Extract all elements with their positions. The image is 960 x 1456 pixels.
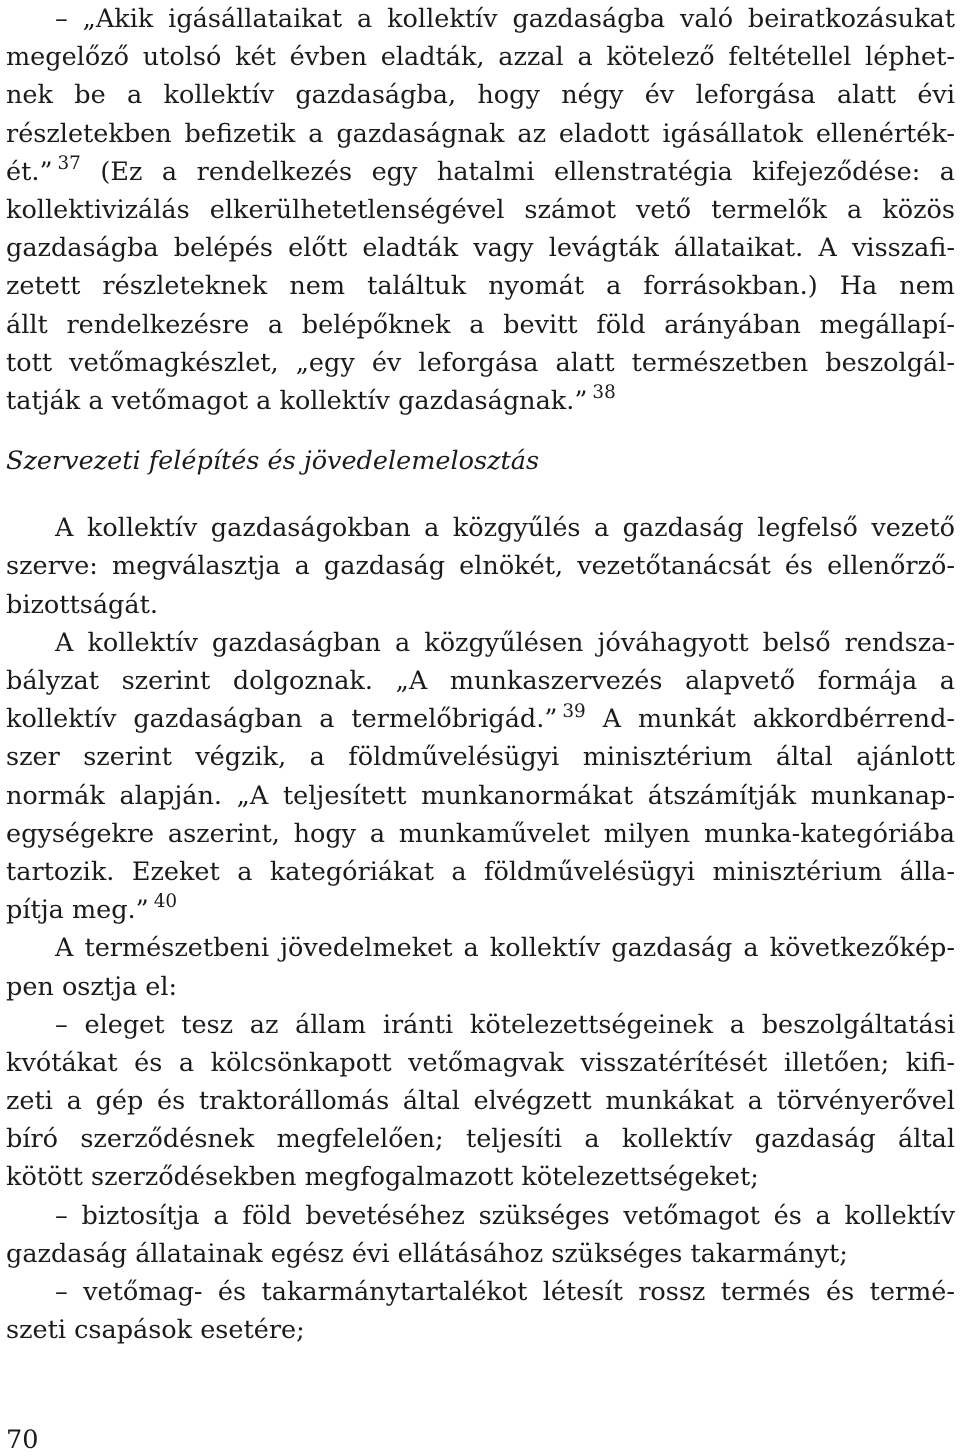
list-item-line: – vetőmag- és takarmánytartalékot létesít rossz termés és termé-: [55, 1277, 955, 1307]
footnote-ref: 38: [592, 382, 616, 404]
quote-line: zetett részleteknek nem találtuk nyomát a forrásokban.) Ha nem: [6, 271, 955, 302]
list-item-line: zeti a gép és traktorállomás által elvégzett munkákat a törvényerővel: [6, 1086, 955, 1117]
list-item-line: bíró szerződésnek megfelelően; teljesíti a kollektív gazdaság által: [6, 1124, 955, 1155]
line-text: (Ez a rendelkezés egy hatalmi ellenstratégia kifejeződése: a: [100, 156, 955, 187]
quote-line: tott vetőmagkészlet, „egy év leforgása alatt természetben beszolgál-: [6, 347, 955, 378]
body-text: [6, 509, 955, 1349]
paragraph-line: bizottságát.: [6, 589, 158, 620]
quote-line: – „Akik igásállataikat a kollektív gazdaságba való beiratkozásukat: [55, 4, 955, 34]
paragraph-line: tartozik. Ezeket a kategóriákat a földművelésügyi minisztérium álla-: [6, 856, 955, 887]
paragraph-line: A kollektív gazdaságban a közgyűlésen jóváhagyott belső rendsza-: [55, 627, 955, 658]
paragraph-line: egységekre aszerint, hogy a munkaművelet milyen munka-kategóriába: [6, 818, 955, 849]
quote-block: [6, 0, 955, 420]
list-item-line: gazdaság állatainak egész évi ellátásához szükséges takarmányt;: [6, 1238, 848, 1269]
section-heading: Szervezeti felépítés és jövedelemelosztás: [6, 446, 540, 477]
paragraph-line: bályzat szerint dolgoznak. „A munkaszervezés alapvető formája a: [6, 666, 955, 696]
quote-line: állt rendelkezésre a belépőknek a bevitt föld arányában megállapí-: [6, 309, 955, 340]
paragraph-line: [6, 891, 955, 929]
quote-line: nek be a kollektív gazdaságba, hogy négy év leforgása alatt évi: [6, 80, 955, 111]
list-item-line: kvótákat és a kölcsönkapott vetőmagvak visszatérítését illetően; kifi-: [6, 1047, 955, 1078]
quote-line: [6, 153, 955, 191]
quote-line: részletekben befizetik a gazdaságnak az eladott igásállatok ellenérték-: [6, 118, 955, 149]
page-text: [6, 0, 955, 1349]
paragraph-line: [6, 700, 955, 738]
quote-line: gazdaságba belépés előtt eladták vagy levágták állataikat. A visszafi-: [6, 233, 955, 264]
page-number: 70: [6, 1425, 39, 1455]
quote-line: megelőző utolsó két évben eladták, azzal a kötelező feltétellel léphet-: [6, 42, 955, 73]
list-item-line: szeti csapások esetére;: [6, 1315, 305, 1346]
paragraph-line: pen osztja el:: [6, 971, 178, 1002]
quote-line: kollektivizálás elkerülhetetlenségével számot vető termelők a közös: [6, 194, 955, 225]
list-item-line: – biztosítja a föld bevetéséhez szükséges vetőmagot és a kollektív: [55, 1200, 955, 1231]
footnote-ref: 37: [57, 153, 81, 175]
paragraph-line: A kollektív gazdaságokban a közgyűlés a gazdaság legfelső vezető: [55, 513, 955, 544]
paragraph-line: szer szerint végzik, a földművelésügyi minisztérium által ajánlott: [6, 742, 955, 773]
footnote-ref: 39: [562, 700, 586, 722]
list-item-line: – eleget tesz az állam iránti kötelezettségeinek a beszolgáltatási: [55, 1009, 955, 1040]
line-text: ét.”: [6, 156, 53, 187]
line-text: pítja meg.”: [6, 895, 149, 926]
line-text: kollektív gazdaságban a termelőbrigád.”: [6, 704, 558, 735]
line-text: A munkát akkordbérrend-: [602, 704, 956, 735]
paragraph-line: szerve: megválasztja a gazdaság elnökét, vezetőtanácsát és ellenőrző-: [6, 551, 955, 582]
line-text: tatják a vetőmagot a kollektív gazdaságnak.”: [6, 385, 588, 416]
quote-line: [6, 382, 955, 420]
paragraph-line: A természetbeni jövedelmeket a kollektív gazdaság a következőkép-: [55, 933, 955, 964]
list-item-line: kötött szerződésekben megfogalmazott kötelezettségeket;: [6, 1162, 759, 1193]
paragraph-line: normák alapján. „A teljesített munkanormákat átszámítják munkanap-: [6, 780, 955, 811]
footnote-ref: 40: [153, 891, 178, 913]
